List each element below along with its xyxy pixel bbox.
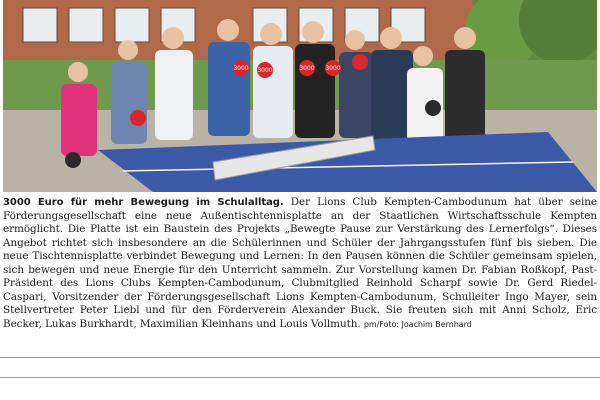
divider-line [0,357,600,358]
photo-caption [3,196,597,331]
paddle-sign-text: 3000 [233,65,249,72]
photo-credit: pm/Foto: Joachim Bernhard [363,319,472,329]
paddle-sign-text: 3000 [257,67,273,74]
news-photo [3,0,597,192]
paddle-sign-text: 3000 [325,65,341,72]
caption-body: Der Lions Club Kempten-Cambodunum hat über seine Förderungsgesellschaft eine neue Außentischtennisplatte an der Staatlichen Wirtschaftsschule Kempten ermöglicht. Die Platte ist ein Baustein des Projekts „Bewegte Pause zur Verstärkung des Lernerfolgs“. Dieses Angebot richtet sich insbesondere an die Schülerinnen und Schüler der Jahrgangsstufen fünf bis sieben. Die neue Tischtennisplatte verbindet Bewegung und Lernen: In den Pausen können die Schüler gemeinsam spielen, sich bewegen und neue Energie für den Unterricht sammeln. Zur Vorstellung kamen Dr. Fabian Roßkopf, Past-Präsident des Lions Clubs Kempten-Cambodunum, Clubmitglied Reinhold Scharpf sowie Dr. Gerd Riedel-Caspari, Vorsitzender der Förderungsgesellschaft Lions Kempten-Cambodunum, Schulleiter Ingo Mayer, sein Stellvertreter Peter Liebl und für den Förderverein Alexander Buck. Sie freuten sich mit Anni Scholz, Eric Becker, Lukas Burkhardt, Maximilian Kleinhans und Louis Vollmuth. [3,196,597,330]
divider-line [0,377,600,378]
caption-headline: 3000 Euro für mehr Bewegung im Schulalltag. [3,197,284,208]
paddle-sign-text: 3000 [299,65,315,72]
